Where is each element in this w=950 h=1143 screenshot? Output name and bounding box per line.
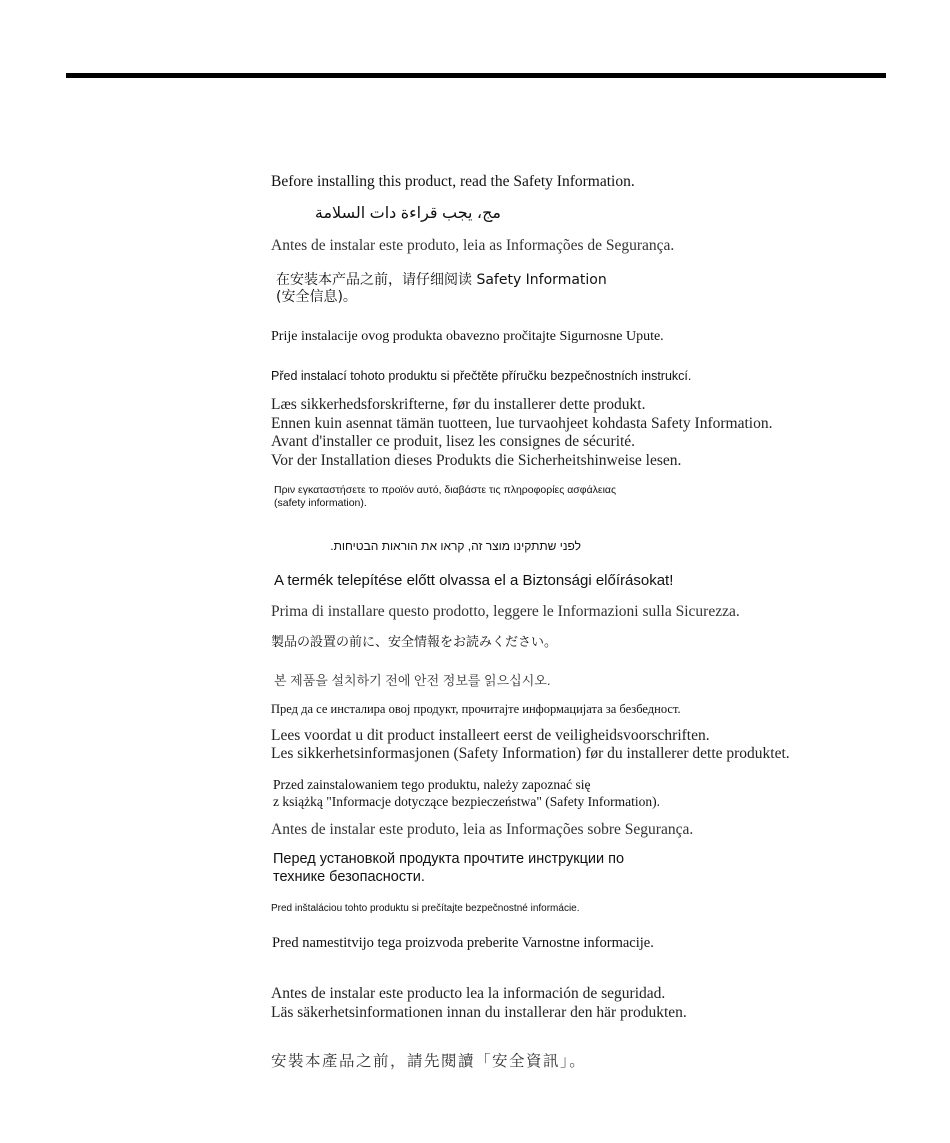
- notice-russian: [273, 850, 624, 886]
- notice-dutch-norwegian: [271, 727, 790, 763]
- notice-greek-line2: (safety information).: [274, 497, 367, 509]
- notice-multilingual-block: [271, 396, 772, 470]
- notice-russian-line2: технике безопасности.: [273, 869, 425, 885]
- notice-german: Vor der Installation dieses Produkts die Sicherheitshinweise lesen.: [271, 451, 682, 469]
- notice-polish-line1: Przed zainstalowaniem tego produktu, należy zapoznać się: [273, 777, 591, 792]
- notice-english: Before installing this product, read the Safety Information.: [271, 173, 635, 190]
- notice-spanish: Antes de instalar este producto lea la información de seguridad.: [271, 985, 666, 1002]
- notice-czech: Před instalací tohoto produktu si přečtěte příručku bezpečnostních instrukcí.: [271, 369, 692, 383]
- notice-hungarian: A termék telepítése előtt olvassa el a Biztonsági előírásokat!: [274, 572, 674, 589]
- notice-italian: Prima di installare questo prodotto, leggere le Informazioni sulla Sicurezza.: [271, 603, 740, 620]
- notice-slovak: Pred inštaláciou tohto produktu si prečítajte bezpečnostné informácie.: [271, 903, 580, 914]
- notice-polish: [273, 776, 660, 810]
- notice-russian-line1: Перед установкой продукта прочтите инструкции по: [273, 851, 625, 867]
- notice-french: Avant d'installer ce produit, lisez les consignes de sécurité.: [271, 433, 636, 450]
- notice-portuguese-br: Antes de instalar este produto, leia as Informações de Segurança.: [271, 237, 675, 254]
- notice-danish: Læs sikkerhedsforskrifterne, før du installerer dette produkt.: [271, 396, 646, 413]
- notice-dutch: Lees voordat u dit product installeert eerst de veiligheidsvoorschriften.: [271, 727, 710, 744]
- notice-chinese-simplified: [276, 272, 607, 306]
- header-rule: [66, 73, 886, 78]
- notice-japanese: 製品の設置の前に、安全情報をお読みください。: [271, 635, 558, 650]
- notice-greek: [274, 484, 616, 510]
- notice-greek-line1: Πριν εγκαταστήσετε το προϊόν αυτό, διαβάστε τις πληροφορίες ασφάλειας: [274, 484, 617, 496]
- notice-slovenian: Pred namestitvijo tega proizvoda preberite Varnostne informacije.: [272, 935, 654, 951]
- notice-chinese-simplified-line1: 在安装本产品之前，请仔细阅读 Safety Information: [276, 272, 607, 288]
- notice-croatian: Prije instalacije ovog produkta obavezno pročitajte Sigurnosne Upute.: [271, 329, 664, 344]
- notice-portuguese: Antes de instalar este produto, leia as Informações sobre Segurança.: [271, 821, 694, 838]
- notice-arabic: مج، يجب قراءة دات السلامة: [314, 205, 501, 222]
- notice-polish-line2: z książką "Informacje dotyczące bezpieczeństwa" (Safety Information).: [273, 794, 660, 809]
- notice-chinese-traditional: 安裝本產品之前，請先閱讀「安全資訊」。: [271, 1052, 587, 1070]
- notice-macedonian: Пред да се инсталира овој продукт, прочитајте информацијата за безбедност.: [271, 702, 681, 716]
- notice-korean: 본 제품을 설치하기 전에 안전 정보를 읽으십시오.: [274, 673, 551, 688]
- notice-hebrew: לפני שתתקינו מוצר זה, קראו את הוראות הבטיחות.: [330, 539, 581, 553]
- notice-norwegian: Les sikkerhetsinformasjonen (Safety Information) før du installerer dette produktet.: [271, 745, 790, 762]
- notice-chinese-simplified-line2: (安全信息)。: [276, 289, 357, 305]
- notice-swedish: Läs säkerhetsinformationen innan du installerar den här produkten.: [271, 1003, 687, 1021]
- notice-finnish: Ennen kuin asennat tämän tuotteen, lue turvaohjeet kohdasta Safety Information.: [271, 414, 773, 432]
- notice-spanish-swedish: [271, 985, 687, 1022]
